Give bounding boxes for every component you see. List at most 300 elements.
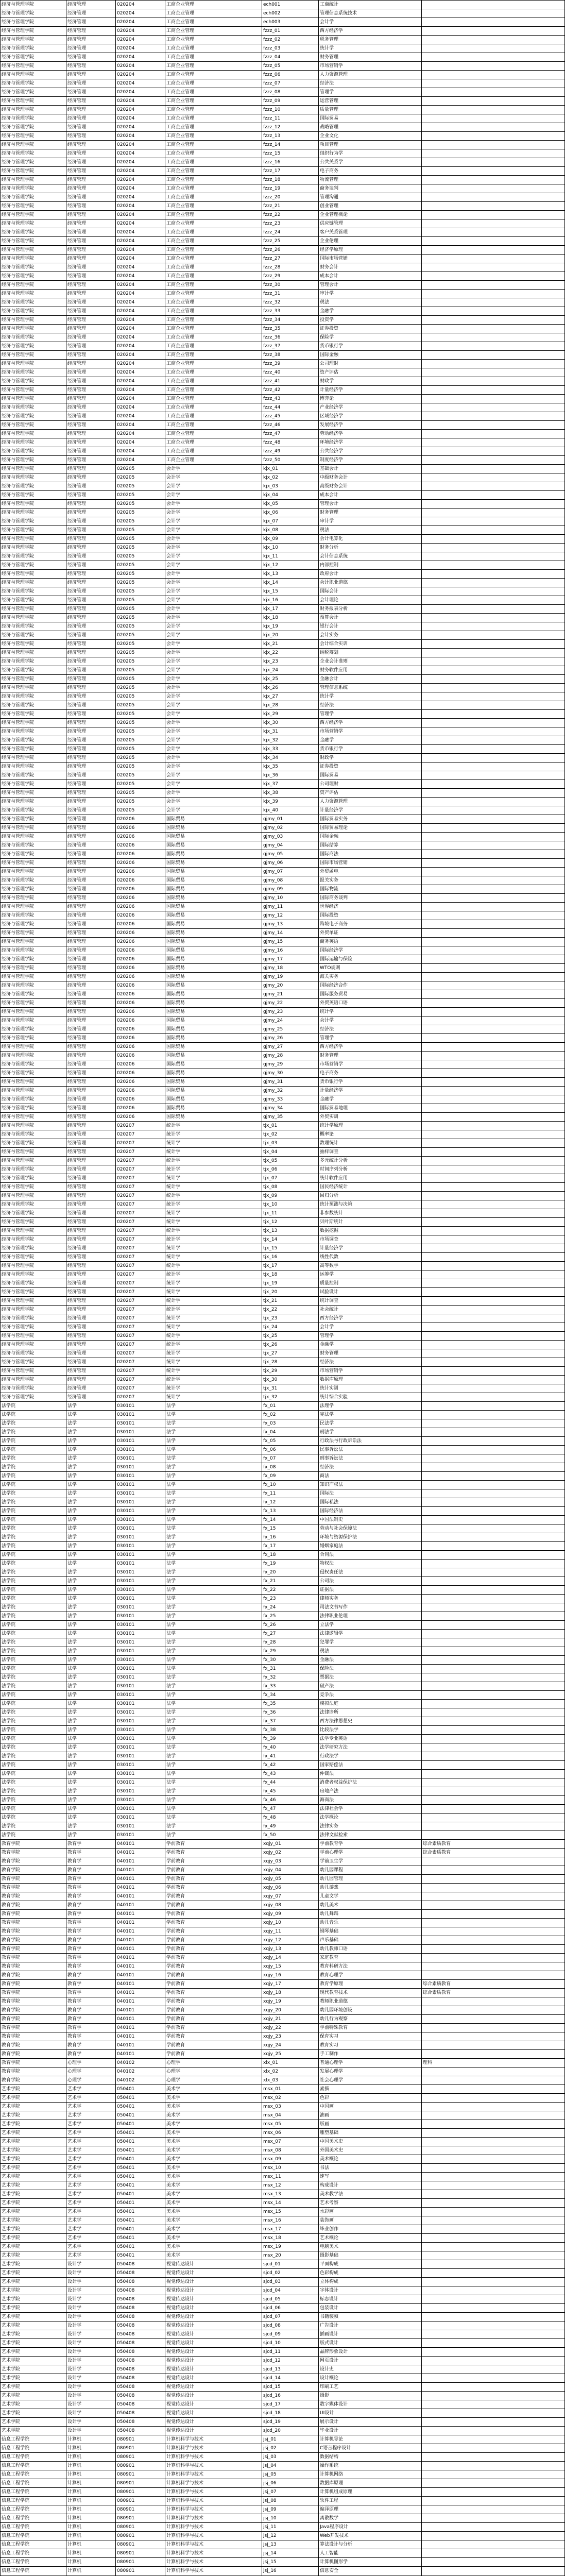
course-code-cell: gjmy_22 bbox=[262, 999, 319, 1008]
discipline-cell: 教育学 bbox=[66, 2006, 116, 2015]
course-code-cell: sjcd_12 bbox=[262, 2357, 319, 2365]
course-code-cell: gjmy_20 bbox=[262, 981, 319, 990]
discipline-cell: 教育学 bbox=[66, 2032, 116, 2041]
course-code-cell: xqjy_15 bbox=[262, 1962, 319, 1971]
note-cell bbox=[422, 202, 565, 211]
table-row bbox=[1, 841, 565, 850]
course-code-cell: tjx_10 bbox=[262, 1200, 319, 1209]
discipline-cell: 经济管理 bbox=[66, 447, 116, 456]
note-cell bbox=[422, 876, 565, 885]
major-cell: 工商企业管理 bbox=[165, 18, 262, 27]
course-name-cell: 普通心理学 bbox=[319, 2059, 422, 2067]
discipline-cell: 经济管理 bbox=[66, 1, 116, 9]
major-cell: 工商企业管理 bbox=[165, 211, 262, 219]
major-cell: 法学 bbox=[165, 1787, 262, 1796]
course-code-cell: tjx_26 bbox=[262, 1341, 319, 1349]
major-code-cell: 030101 bbox=[116, 1778, 165, 1787]
college-cell: 教育学院 bbox=[1, 2041, 66, 2050]
major-cell: 视觉传达设计 bbox=[165, 2400, 262, 2409]
major-cell: 工商企业管理 bbox=[165, 88, 262, 97]
note-cell bbox=[422, 2549, 565, 2558]
major-cell: 国际贸易 bbox=[165, 1034, 262, 1043]
major-cell: 视觉传达设计 bbox=[165, 2295, 262, 2304]
major-cell: 会计学 bbox=[165, 771, 262, 780]
note-cell bbox=[422, 447, 565, 456]
course-code-cell: kjx_14 bbox=[262, 579, 319, 587]
major-cell: 工商企业管理 bbox=[165, 149, 262, 158]
discipline-cell: 法学 bbox=[66, 1831, 116, 1840]
discipline-cell: 经济管理 bbox=[66, 789, 116, 798]
table-row bbox=[1, 1910, 565, 1919]
discipline-cell: 经济管理 bbox=[66, 745, 116, 754]
major-code-cell: 030101 bbox=[116, 1691, 165, 1700]
table-row bbox=[1, 1069, 565, 1078]
major-code-cell: 020204 bbox=[116, 228, 165, 237]
table-row bbox=[1, 1603, 565, 1612]
discipline-cell: 经济管理 bbox=[66, 412, 116, 421]
discipline-cell: 经济管理 bbox=[66, 1393, 116, 1402]
major-cell: 学前教育 bbox=[165, 1892, 262, 1901]
major-cell: 国际贸易 bbox=[165, 1060, 262, 1069]
major-cell: 法学 bbox=[165, 1481, 262, 1489]
discipline-cell: 法学 bbox=[66, 1489, 116, 1498]
discipline-cell: 法学 bbox=[66, 1647, 116, 1656]
note-cell bbox=[422, 1376, 565, 1384]
course-name-cell: 组织行为学 bbox=[319, 149, 422, 158]
table-row bbox=[1, 132, 565, 141]
course-name-cell: 设计史 bbox=[319, 2365, 422, 2374]
discipline-cell: 法学 bbox=[66, 1630, 116, 1638]
major-cell: 工商企业管理 bbox=[165, 167, 262, 176]
note-cell bbox=[422, 71, 565, 79]
major-code-cell: 020204 bbox=[116, 307, 165, 316]
college-cell: 经济与管理学院 bbox=[1, 360, 66, 368]
college-cell: 信息工程学院 bbox=[1, 2488, 66, 2497]
course-code-cell: fx_43 bbox=[262, 1770, 319, 1778]
note-cell bbox=[422, 377, 565, 386]
course-code-cell: jsj_01 bbox=[262, 2435, 319, 2444]
college-cell: 经济与管理学院 bbox=[1, 325, 66, 333]
course-name-cell: 商法 bbox=[319, 1472, 422, 1481]
college-cell: 教育学院 bbox=[1, 1997, 66, 2006]
table-row bbox=[1, 1752, 565, 1761]
table-row bbox=[1, 946, 565, 955]
course-name-cell: 保险学 bbox=[319, 333, 422, 342]
course-code-cell: fzzz_15 bbox=[262, 149, 319, 158]
college-cell: 经济与管理学院 bbox=[1, 596, 66, 605]
course-code-cell: gjmy_29 bbox=[262, 1060, 319, 1069]
discipline-cell: 设计学 bbox=[66, 2409, 116, 2418]
major-cell: 国际贸易 bbox=[165, 1078, 262, 1087]
major-cell: 会计学 bbox=[165, 780, 262, 789]
table-row bbox=[1, 430, 565, 438]
course-code-cell: sjcd_18 bbox=[262, 2409, 319, 2418]
course-name-cell: 博弈论 bbox=[319, 395, 422, 403]
major-cell: 工商企业管理 bbox=[165, 158, 262, 167]
discipline-cell: 经济管理 bbox=[66, 1218, 116, 1227]
major-cell: 国际贸易 bbox=[165, 841, 262, 850]
note-cell bbox=[422, 1227, 565, 1235]
course-code-cell: fx_17 bbox=[262, 1542, 319, 1551]
major-cell: 心理学 bbox=[165, 2059, 262, 2067]
major-code-cell: 020205 bbox=[116, 762, 165, 771]
discipline-cell: 教育学 bbox=[66, 2015, 116, 2024]
course-name-cell: 管理会计 bbox=[319, 281, 422, 290]
course-code-cell: tjx_24 bbox=[262, 1323, 319, 1332]
course-code-cell: tjx_01 bbox=[262, 1122, 319, 1130]
major-cell: 工商企业管理 bbox=[165, 281, 262, 290]
course-code-cell: tjx_22 bbox=[262, 1306, 319, 1314]
college-cell: 艺术学院 bbox=[1, 2260, 66, 2269]
major-code-cell: 020207 bbox=[116, 1209, 165, 1218]
note-cell: 理科 bbox=[422, 2059, 565, 2067]
course-code-cell: jsj_08 bbox=[262, 2497, 319, 2505]
discipline-cell: 经济管理 bbox=[66, 579, 116, 587]
course-name-cell: 操作系统 bbox=[319, 2462, 422, 2470]
note-cell bbox=[422, 1104, 565, 1113]
table-row bbox=[1, 1840, 565, 1849]
course-code-cell: fx_33 bbox=[262, 1682, 319, 1691]
note-cell bbox=[422, 1927, 565, 1936]
discipline-cell: 计算机 bbox=[66, 2488, 116, 2497]
note-cell bbox=[422, 1008, 565, 1016]
table-row bbox=[1, 1726, 565, 1735]
table-row bbox=[1, 2067, 565, 2076]
discipline-cell: 教育学 bbox=[66, 1910, 116, 1919]
discipline-cell: 艺术学 bbox=[66, 2085, 116, 2094]
note-cell bbox=[422, 1437, 565, 1446]
course-code-cell: tjx_32 bbox=[262, 1393, 319, 1402]
course-code-cell: tjx_08 bbox=[262, 1183, 319, 1192]
college-cell: 经济与管理学院 bbox=[1, 684, 66, 692]
note-cell bbox=[422, 640, 565, 649]
note-cell bbox=[422, 1735, 565, 1743]
table-row bbox=[1, 544, 565, 552]
college-cell: 艺术学院 bbox=[1, 2138, 66, 2146]
course-code-cell: kjx_36 bbox=[262, 771, 319, 780]
course-name-cell: 幼儿行为观察 bbox=[319, 2015, 422, 2024]
course-code-cell: gjmy_27 bbox=[262, 1043, 319, 1052]
major-code-cell: 050401 bbox=[116, 2216, 165, 2225]
discipline-cell: 艺术学 bbox=[66, 2234, 116, 2243]
major-code-cell: 030101 bbox=[116, 1489, 165, 1498]
major-code-cell: 020207 bbox=[116, 1306, 165, 1314]
note-cell bbox=[422, 2181, 565, 2190]
course-code-cell: tjx_31 bbox=[262, 1384, 319, 1393]
college-cell: 艺术学院 bbox=[1, 2208, 66, 2216]
college-cell: 经济与管理学院 bbox=[1, 701, 66, 710]
college-cell: 法学院 bbox=[1, 1743, 66, 1752]
major-code-cell: 040101 bbox=[116, 1962, 165, 1971]
major-cell: 会计学 bbox=[165, 544, 262, 552]
college-cell: 艺术学院 bbox=[1, 2120, 66, 2129]
table-row bbox=[1, 596, 565, 605]
course-code-cell: fx_47 bbox=[262, 1805, 319, 1814]
college-cell: 教育学院 bbox=[1, 2067, 66, 2076]
course-code-cell: ech001 bbox=[262, 1, 319, 9]
major-code-cell: 020206 bbox=[116, 815, 165, 824]
table-row bbox=[1, 684, 565, 692]
table-row bbox=[1, 517, 565, 526]
discipline-cell: 经济管理 bbox=[66, 1122, 116, 1130]
course-name-cell: 国际金融 bbox=[319, 833, 422, 841]
course-code-cell: jsj_13 bbox=[262, 2540, 319, 2549]
discipline-cell: 经济管理 bbox=[66, 859, 116, 868]
discipline-cell: 经济管理 bbox=[66, 395, 116, 403]
major-code-cell: 020204 bbox=[116, 395, 165, 403]
discipline-cell: 经济管理 bbox=[66, 911, 116, 920]
major-code-cell: 020206 bbox=[116, 981, 165, 990]
discipline-cell: 设计学 bbox=[66, 2260, 116, 2269]
course-name-cell: 国际贸易 bbox=[319, 114, 422, 123]
college-cell: 教育学院 bbox=[1, 1919, 66, 1927]
discipline-cell: 心理学 bbox=[66, 2059, 116, 2067]
major-cell: 工商企业管理 bbox=[165, 333, 262, 342]
college-cell: 经济与管理学院 bbox=[1, 1244, 66, 1253]
table-row bbox=[1, 1279, 565, 1288]
college-cell: 教育学院 bbox=[1, 1945, 66, 1954]
table-row bbox=[1, 614, 565, 622]
college-cell: 经济与管理学院 bbox=[1, 412, 66, 421]
college-cell: 经济与管理学院 bbox=[1, 123, 66, 132]
note-cell bbox=[422, 2339, 565, 2348]
college-cell: 经济与管理学院 bbox=[1, 1069, 66, 1078]
major-code-cell: 020207 bbox=[116, 1165, 165, 1174]
discipline-cell: 经济管理 bbox=[66, 1384, 116, 1393]
college-cell: 经济与管理学院 bbox=[1, 395, 66, 403]
discipline-cell: 经济管理 bbox=[66, 9, 116, 18]
major-code-cell: 020206 bbox=[116, 1113, 165, 1122]
note-cell bbox=[422, 255, 565, 263]
discipline-cell: 经济管理 bbox=[66, 27, 116, 36]
college-cell: 经济与管理学院 bbox=[1, 18, 66, 27]
table-row bbox=[1, 824, 565, 833]
course-name-cell: 经济学原理 bbox=[319, 246, 422, 255]
table-row bbox=[1, 1139, 565, 1148]
major-code-cell: 080901 bbox=[116, 2444, 165, 2453]
college-cell: 经济与管理学院 bbox=[1, 605, 66, 614]
course-code-cell: tjx_18 bbox=[262, 1270, 319, 1279]
discipline-cell: 经济管理 bbox=[66, 736, 116, 745]
note-cell bbox=[422, 1025, 565, 1034]
table-row bbox=[1, 2269, 565, 2278]
table-row bbox=[1, 2330, 565, 2339]
table-row bbox=[1, 1262, 565, 1270]
major-cell: 工商企业管理 bbox=[165, 377, 262, 386]
course-name-cell: 经济法 bbox=[319, 1358, 422, 1367]
course-name-cell: 声乐基础 bbox=[319, 1936, 422, 1945]
major-cell: 统计学 bbox=[165, 1384, 262, 1393]
major-cell: 会计学 bbox=[165, 570, 262, 579]
course-code-cell: fx_05 bbox=[262, 1437, 319, 1446]
table-row bbox=[1, 465, 565, 473]
college-cell: 艺术学院 bbox=[1, 2286, 66, 2295]
course-name-cell: 幼儿舞蹈 bbox=[319, 1910, 422, 1919]
note-cell bbox=[422, 2155, 565, 2164]
major-cell: 会计学 bbox=[165, 745, 262, 754]
course-code-cell: gjmy_34 bbox=[262, 1104, 319, 1113]
course-name-cell: 幼儿园环境创设 bbox=[319, 2006, 422, 2015]
major-cell: 统计学 bbox=[165, 1279, 262, 1288]
table-row bbox=[1, 1814, 565, 1822]
discipline-cell: 经济管理 bbox=[66, 351, 116, 360]
major-code-cell: 030101 bbox=[116, 1446, 165, 1454]
course-name-cell: 美术教学法 bbox=[319, 2190, 422, 2199]
college-cell: 法学院 bbox=[1, 1708, 66, 1717]
course-name-cell: 知识产权法 bbox=[319, 1481, 422, 1489]
note-cell bbox=[422, 517, 565, 526]
major-code-cell: 020206 bbox=[116, 876, 165, 885]
note-cell bbox=[422, 1183, 565, 1192]
table-row bbox=[1, 1954, 565, 1962]
major-code-cell: 020207 bbox=[116, 1314, 165, 1323]
college-cell: 法学院 bbox=[1, 1603, 66, 1612]
course-name-cell: 律师实务 bbox=[319, 1595, 422, 1603]
course-name-cell: UI设计 bbox=[319, 2409, 422, 2418]
discipline-cell: 教育学 bbox=[66, 1971, 116, 1980]
discipline-cell: 法学 bbox=[66, 1621, 116, 1630]
major-code-cell: 020207 bbox=[116, 1174, 165, 1183]
college-cell: 法学院 bbox=[1, 1437, 66, 1446]
note-cell bbox=[422, 981, 565, 990]
college-cell: 法学院 bbox=[1, 1682, 66, 1691]
course-name-cell: 西方经济学 bbox=[319, 719, 422, 727]
table-row bbox=[1, 1393, 565, 1402]
note-cell bbox=[422, 1603, 565, 1612]
course-code-cell: sjcd_15 bbox=[262, 2383, 319, 2392]
table-row bbox=[1, 1551, 565, 1560]
course-code-cell: fzzz_36 bbox=[262, 333, 319, 342]
major-code-cell: 050401 bbox=[116, 2181, 165, 2190]
major-code-cell: 030101 bbox=[116, 1586, 165, 1595]
college-cell: 法学院 bbox=[1, 1630, 66, 1638]
college-cell: 经济与管理学院 bbox=[1, 44, 66, 53]
major-cell: 视觉传达设计 bbox=[165, 2304, 262, 2313]
course-code-cell: msx_04 bbox=[262, 2111, 319, 2120]
course-code-cell: fx_06 bbox=[262, 1446, 319, 1454]
note-cell bbox=[422, 1095, 565, 1104]
course-code-cell: fzzz_31 bbox=[262, 290, 319, 298]
course-name-cell: 非参数统计 bbox=[319, 1209, 422, 1218]
note-cell bbox=[422, 1945, 565, 1954]
course-name-cell: 证据法 bbox=[319, 1586, 422, 1595]
course-code-cell: tjx_06 bbox=[262, 1165, 319, 1174]
course-code-cell: kjx_05 bbox=[262, 500, 319, 509]
discipline-cell: 经济管理 bbox=[66, 868, 116, 876]
note-cell bbox=[422, 701, 565, 710]
discipline-cell: 经济管理 bbox=[66, 1139, 116, 1148]
table-row bbox=[1, 1314, 565, 1323]
note-cell bbox=[422, 815, 565, 824]
college-cell: 经济与管理学院 bbox=[1, 421, 66, 430]
note-cell bbox=[422, 430, 565, 438]
discipline-cell: 教育学 bbox=[66, 1962, 116, 1971]
table-row bbox=[1, 1507, 565, 1516]
note-cell bbox=[422, 281, 565, 290]
major-code-cell: 030101 bbox=[116, 1437, 165, 1446]
discipline-cell: 设计学 bbox=[66, 2295, 116, 2304]
course-code-cell: fx_44 bbox=[262, 1778, 319, 1787]
table-row bbox=[1, 2234, 565, 2243]
course-code-cell: msx_19 bbox=[262, 2243, 319, 2251]
major-cell: 法学 bbox=[165, 1542, 262, 1551]
major-cell: 会计学 bbox=[165, 727, 262, 736]
major-code-cell: 020206 bbox=[116, 1069, 165, 1078]
major-cell: 会计学 bbox=[165, 754, 262, 762]
course-name-cell: 企业文化 bbox=[319, 132, 422, 141]
course-name-cell: 财务分析 bbox=[319, 544, 422, 552]
discipline-cell: 设计学 bbox=[66, 2313, 116, 2321]
note-cell bbox=[422, 973, 565, 981]
college-cell: 经济与管理学院 bbox=[1, 132, 66, 141]
table-row bbox=[1, 649, 565, 657]
college-cell: 经济与管理学院 bbox=[1, 955, 66, 964]
course-code-cell: fx_38 bbox=[262, 1726, 319, 1735]
major-code-cell: 020206 bbox=[116, 929, 165, 938]
college-cell: 经济与管理学院 bbox=[1, 53, 66, 62]
table-row bbox=[1, 2129, 565, 2138]
course-name-cell: 审计学 bbox=[319, 290, 422, 298]
major-cell: 法学 bbox=[165, 1472, 262, 1481]
college-cell: 艺术学院 bbox=[1, 2155, 66, 2164]
course-name-cell: 财务软件应用 bbox=[319, 666, 422, 675]
note-cell bbox=[422, 2392, 565, 2400]
note-cell bbox=[422, 2470, 565, 2479]
table-row bbox=[1, 1087, 565, 1095]
discipline-cell: 法学 bbox=[66, 1673, 116, 1682]
major-code-cell: 020207 bbox=[116, 1341, 165, 1349]
note-cell bbox=[422, 2085, 565, 2094]
major-cell: 会计学 bbox=[165, 666, 262, 675]
discipline-cell: 设计学 bbox=[66, 2348, 116, 2357]
table-row bbox=[1, 1481, 565, 1489]
discipline-cell: 经济管理 bbox=[66, 1227, 116, 1235]
major-code-cell: 040101 bbox=[116, 2024, 165, 2032]
major-cell: 会计学 bbox=[165, 500, 262, 509]
college-cell: 法学院 bbox=[1, 1778, 66, 1787]
table-row bbox=[1, 1489, 565, 1498]
course-code-cell: fx_23 bbox=[262, 1595, 319, 1603]
college-cell: 法学院 bbox=[1, 1814, 66, 1822]
course-code-cell: kjx_20 bbox=[262, 631, 319, 640]
course-name-cell: 证券投资 bbox=[319, 762, 422, 771]
note-cell: 综合素质教育 bbox=[422, 1989, 565, 1997]
major-cell: 统计学 bbox=[165, 1341, 262, 1349]
course-name-cell: 票据法 bbox=[319, 1673, 422, 1682]
course-code-cell: fzzz_09 bbox=[262, 97, 319, 106]
major-cell: 法学 bbox=[165, 1437, 262, 1446]
note-cell bbox=[422, 605, 565, 614]
course-code-cell: fx_01 bbox=[262, 1402, 319, 1411]
table-row bbox=[1, 1402, 565, 1411]
note-cell bbox=[422, 1297, 565, 1306]
note-cell bbox=[422, 18, 565, 27]
major-code-cell: 020204 bbox=[116, 360, 165, 368]
major-code-cell: 020204 bbox=[116, 272, 165, 281]
table-row bbox=[1, 999, 565, 1008]
course-name-cell: 国际私法 bbox=[319, 1498, 422, 1507]
college-cell: 艺术学院 bbox=[1, 2409, 66, 2418]
college-cell: 经济与管理学院 bbox=[1, 1270, 66, 1279]
note-cell bbox=[422, 2304, 565, 2313]
discipline-cell: 教育学 bbox=[66, 1866, 116, 1875]
course-code-cell: sjcd_06 bbox=[262, 2304, 319, 2313]
course-name-cell: 法学研究方法 bbox=[319, 1743, 422, 1752]
major-code-cell: 020206 bbox=[116, 1025, 165, 1034]
discipline-cell: 计算机 bbox=[66, 2532, 116, 2540]
college-cell: 艺术学院 bbox=[1, 2330, 66, 2339]
college-cell: 经济与管理学院 bbox=[1, 149, 66, 158]
